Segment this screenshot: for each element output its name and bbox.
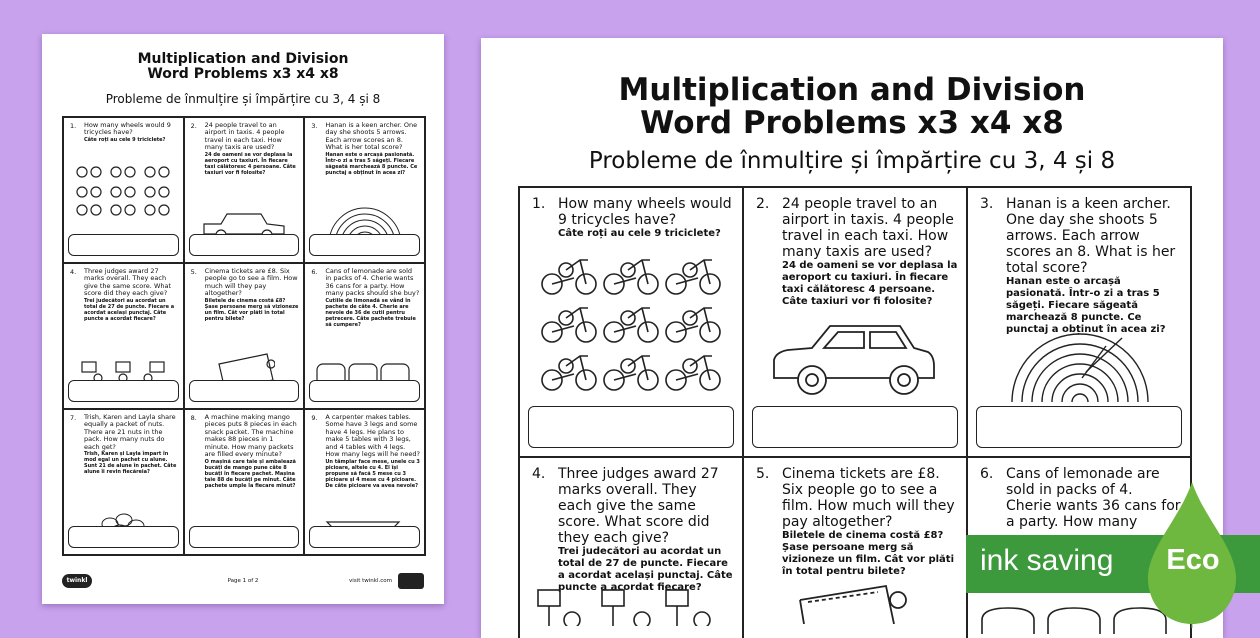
question-text-ro: Trei judecători au acordat un total de 27 de puncte. Fiecare a acordat același punctaj. Câte puncte a acordat fiecare? [84,297,175,322]
question-number: 5. [756,466,770,482]
question-text-ro: Trish, Karen și Layla împart în mod egal un pachet cu alune. Sunt 21 de alune în pachet. Câte alune îi revin fiecăreia? [84,451,177,476]
question-cell-6 [304,263,425,409]
archery-target-icon [1010,332,1150,402]
answer-box[interactable] [68,526,179,548]
question-text-ro: Biletele de cinema costă £8? Șase persoane merg să vizioneze un film. Cât vor plăti în total pentru bilete? [782,530,955,578]
question-number: 1. [70,122,77,130]
question-text-ro: Câte roți au cele 9 triciclete? [84,136,166,143]
question-cell-4 [63,263,184,409]
question-text-en: A carpenter makes tables. Some have 3 legs and some have 4 legs. He plans to make 5 tables with 3 legs, and 4 tables with 4 legs. How many legs will he need? [325,413,420,459]
question-cell-3 [304,117,425,263]
judges-illustration [532,586,722,626]
question-number: 2. [756,196,770,212]
answer-box[interactable] [68,234,179,256]
question-number: 9. [311,414,318,422]
question-text-ro: 24 de oameni se vor deplasa la aeroport cu taxiuri. În fiecare taxi călătoresc 4 persoane. Câte taxiuri vor fi folosite? [782,260,958,308]
question-number: 6. [980,466,994,482]
answer-box[interactable] [189,234,300,256]
page-number: Page 1 of 2 [227,578,259,584]
title-line-2: Word Problems x3 x4 x8 [147,65,339,82]
question-cell-1 [519,187,743,457]
question-number: 6. [311,268,318,276]
question-text-ro: Trei judecători au acordat un total de 27 de puncte. Fiecare a acordat același punctaj. Câte puncte a acordat fiecare? [558,546,733,594]
question-cell-9 [304,409,425,555]
question-number: 1. [532,196,546,212]
question-cell-4 [519,457,743,638]
brand-badge-icon [398,573,424,589]
question-text-en: How many wheels would 9 tricycles have? [84,121,171,137]
title-line-1: Multiplication and Division [137,51,349,67]
question-text-en: Three judges award 27 marks overall. They each give the same score. What score did they each give? [84,267,172,298]
page-title [42,52,444,81]
answer-box[interactable] [189,380,300,402]
page-subtitle: Probleme de înmulțire și împărțire cu 3, 4 și 8 [105,92,381,106]
question-cell-8 [184,409,305,555]
page-footer [62,572,424,592]
eco-label: Eco [1166,544,1220,576]
question-number: 4. [532,466,546,482]
taxi-illustration [768,320,938,400]
question-text-en: 24 people travel to an airport in taxis. 4 people travel in each taxi. How many taxis are used? [204,121,285,152]
worksheet-page-1-thumbnail [42,34,444,604]
question-cell-7 [63,409,184,555]
answer-box[interactable] [528,406,734,448]
question-cell-5 [184,263,305,409]
question-text-en: Trish, Karen and Layla share equally a packet of nuts. There are 21 nuts in the pack. How many nuts do each get? [84,413,176,451]
question-cell-3 [967,187,1191,457]
question-text-ro: 24 de oameni se vor deplasa la aeroport cu taxiuri. În fiecare taxi călătoresc 4 persoane. Câte taxiuri vor fi folosite? [204,151,296,176]
tricycles-illustration [72,158,172,216]
question-text-en: 24 people travel to an airport in taxis. 4 people travel in each taxi. How many taxis are used? [782,196,954,261]
page-subtitle: Probleme de înmulțire și împărțire cu 3, 4 și 8 [588,148,1116,174]
question-number: 5. [190,268,197,276]
question-text-en: Cans of lemonade are sold in packs of 4. Cherie wants 36 cans for a party. How many packs should she buy? [325,267,420,298]
question-text-ro: Cutiile de limonadă se vând în pachete de câte 4. Cherie are nevoie de 36 de cutii pentru petrecere. Câte pachete trebuie să cumpere? [325,297,416,328]
question-number: 2. [190,122,197,130]
twinkl-logo: twinkl [62,574,92,588]
page-title [481,74,1223,139]
question-text-en: A machine making mango pieces puts 8 pieces in each snack packet. The machine makes 88 pieces in 1 minute. How many packets are filled every minute? [204,413,297,459]
question-cell-2 [743,187,967,457]
question-number: 8. [190,414,197,422]
question-text-en: Cans of lemonade are sold in packs of 4. Cherie wants 36 cans for a party. How many [1006,466,1181,531]
answer-box[interactable] [752,406,958,448]
question-text-en: Hanan is a keen archer. One day she shoots 5 arrows. Each arrow scores an 8. What is her total score? [325,121,418,152]
title-line-2: Word Problems x3 x4 x8 [640,104,1064,141]
cinema-ticket-icon [794,584,914,624]
question-cell-5 [743,457,967,638]
question-cell-2 [184,117,305,263]
question-number: 3. [980,196,994,212]
answer-box[interactable] [309,526,420,548]
answer-box[interactable] [309,234,420,256]
question-text-ro: Biletele de cinema costă £8? Șase persoane merg să vizioneze un film. Cât vor plăti în total pentru bilete? [204,297,299,322]
question-text-en: Hanan is a keen archer. One day she shoots 5 arrows. Each arrow scores an 8. What is her total score? [1006,196,1176,277]
answer-box[interactable] [976,406,1182,448]
question-number: 7. [70,414,77,422]
question-text-ro: Hanan este o arcașă pasionată. Într-o zi a tras 5 săgeți. Fiecare săgeată marchează 8 puncte. Ce punctaj a obținut în acea zi? [325,151,418,176]
tricycles-illustration [540,254,730,398]
question-text-ro: O mașină care taie și ambalează bucăți de mango pune câte 8 bucăți în fiecare pachet. Mașina taie 88 de bucăți pe minut. Câte pachete umple la fiecare minut? [204,458,296,489]
question-number: 3. [311,122,318,130]
answer-box[interactable] [68,380,179,402]
ink-saving-label: ink saving [980,544,1114,577]
question-text-ro: Câte roți au cele 9 triciclete? [558,228,721,240]
question-text-en: How many wheels would 9 tricycles have? [558,196,732,229]
question-text-ro: Un tâmplar face mese, unele cu 3 picioare, altele cu 4. El își propune să facă 5 mese cu 3 picioare și 4 mese cu 4 picioare. De câte picioare va avea nevoie? [325,458,420,489]
site-link: visit twinkl.com [349,578,392,584]
question-number: 4. [70,268,77,276]
question-cell-1 [63,117,184,263]
title-line-1: Multiplication and Division [618,72,1086,108]
question-grid [62,116,426,556]
answer-box[interactable] [309,380,420,402]
question-text-en: Cinema tickets are £8. Six people go to see a film. How much will they pay altogether? [782,466,955,531]
question-text-en: Three judges award 27 marks overall. They each give the same score. What score did they each give? [558,466,719,547]
question-text-en: Cinema tickets are £8. Six people go to see a film. How much will they pay altogether? [204,267,298,298]
answer-box[interactable] [189,526,300,548]
question-text-ro: Hanan este o arcașă pasionată. Într-o zi a tras 5 săgeți. Fiecare săgeată marchează 8 puncte. Ce punctaj a obținut în acea zi? [1006,276,1166,336]
